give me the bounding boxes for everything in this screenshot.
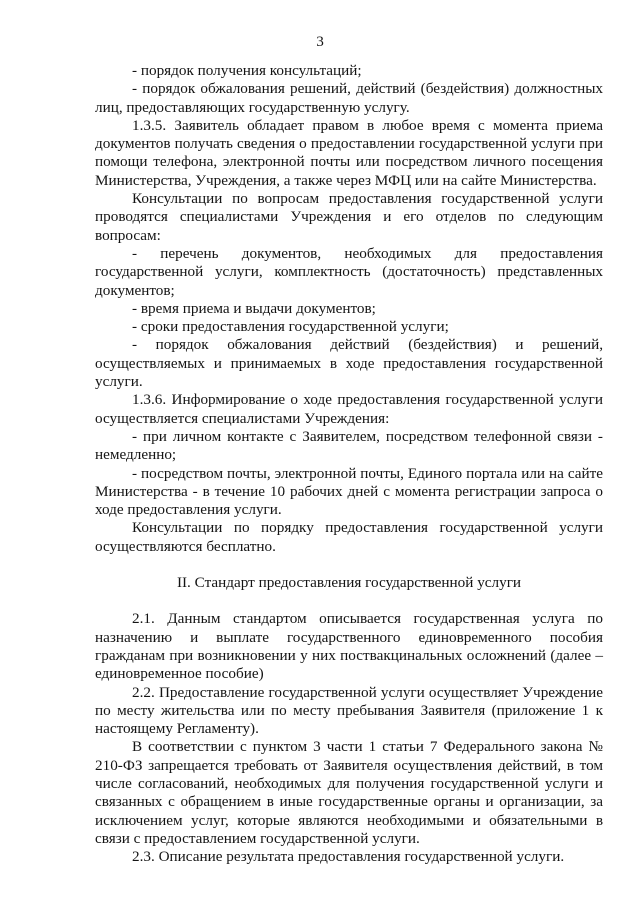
paragraph-1-3-5: 1.3.5. Заявитель обладает правом в любое время с момента приема документов получать сведения о предоставлении государственной услуги при помощи телефона, электронной почты или посредством личного посещения Министерства, Учреждения, а также через МФЦ или на сайте Министерства. [95,116,603,189]
paragraph-1-3-6: 1.3.6. Информирование о ходе предоставления государственной услуги осуществляется специалистами Учреждения: [95,391,603,427]
paragraph-2-2: 2.2. Предоставление государственной услуги осуществляет Учреждение по месту жительства или по месту пребывания Заявителя (приложение 1 к настоящему Регламенту). [95,683,603,738]
paragraph-personal-contact: - при личном контакте с Заявителем, посредством телефонной связи - немедленно; [95,427,603,464]
document-body [95,62,603,866]
paragraph-free-consultations: Консультации по порядку предоставления государственной услуги осуществляются бесплатно. [95,519,603,555]
paragraph-2-3: 2.3. Описание результата предоставления государственной услуги. [132,848,565,866]
paragraph-2-1: 2.1. Данным стандартом описывается государственная услуга по назначению и выплате государственного единовременного пособия гражданам при возникновении у них поствакцинальных осложнений (далее – единовременное пособие) [95,610,603,683]
paragraph-consultations-topics: Консультации по вопросам предоставления государственной услуги проводятся специалистами Учреждения и его отделов по следующим вопросам: [95,190,603,244]
page-number: 3 [316,33,324,50]
paragraph-appeal-actions: - порядок обжалования действий (бездействия) и решений, осуществляемых и принимаемых в ходе предоставления государственной услуги. [95,336,603,391]
paragraph-consultation-order: - порядок получения консультаций; [132,62,362,79]
section-heading: II. Стандарт предоставления государственной услуги [176,574,522,592]
paragraph-appeal-order: - порядок обжалования решений, действий (бездействия) должностных лиц, предоставляющих государственную услугу. [95,80,603,116]
paragraph-service-terms: - сроки предоставления государственной услуги; [132,318,449,336]
paragraph-mail-portal: - посредством почты, электронной почты, Единого портала или на сайте Министерства - в течение 10 рабочих дней с момента регистрации запроса о ходе предоставления услуги. [95,464,603,519]
paragraph-federal-law: В соответствии с пунктом 3 части 1 статьи 7 Федерального закона № 210-ФЗ запрещается требовать от Заявителя осуществления действий, в том числе согласований, необходимых для получения государственной услуги и связанных с обращением в иные государственные органы и организации, за исключением услуг, которые являются необходимыми и обязательными в связи с предоставлением государственной услуги. [95,738,603,847]
paragraph-reception-time: - время приема и выдачи документов; [132,299,376,317]
paragraph-documents-list: - перечень документов, необходимых для предоставления государственной услуги, комплектность (достаточность) представленных документов; [95,244,603,299]
